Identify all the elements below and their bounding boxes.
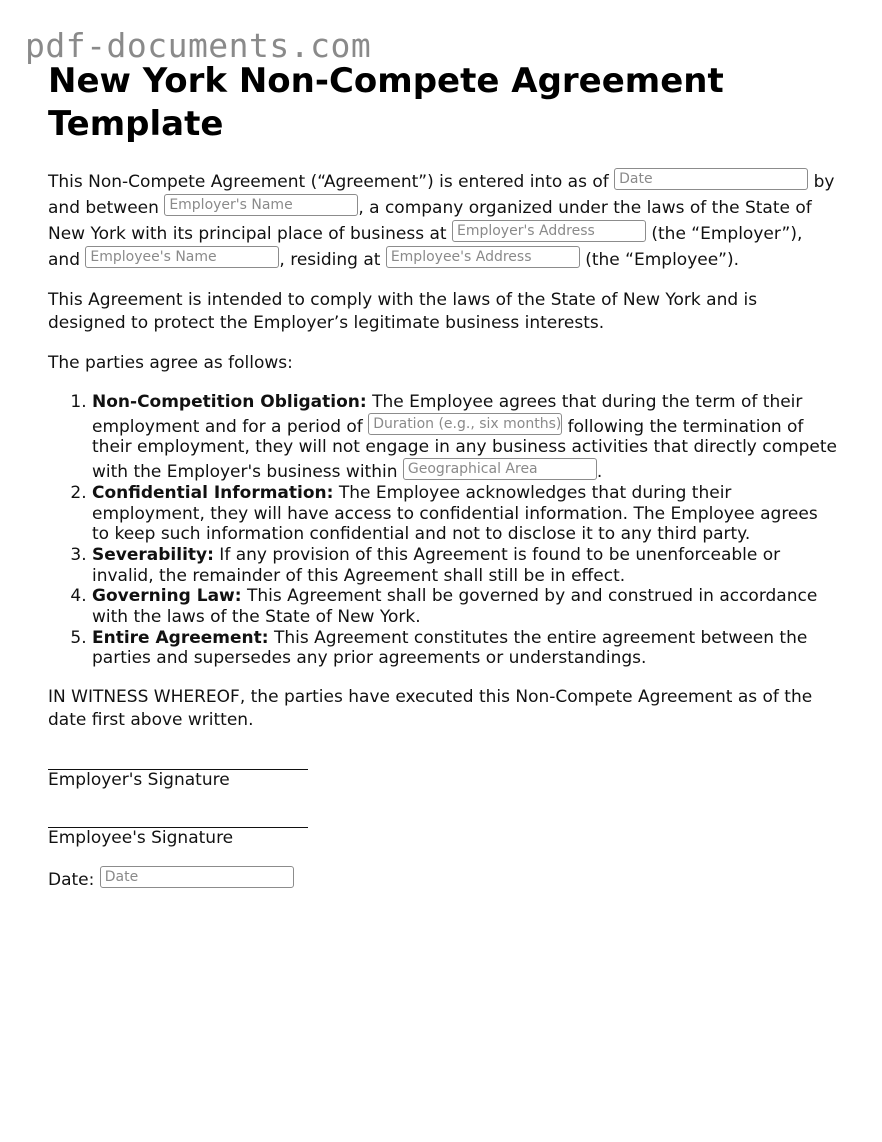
signature-date-row	[48, 866, 838, 892]
agreement-date-field[interactable]: Date	[614, 168, 808, 190]
intro-text-4: (the “Employer”), and	[48, 224, 803, 270]
signature-date-field[interactable]: Date	[100, 866, 294, 888]
document-page	[48, 60, 838, 892]
clause-text: .	[596, 462, 603, 483]
watermark: pdf-documents.com	[25, 26, 372, 65]
employee-signature-block	[48, 807, 838, 849]
intro-text-5: , residing at	[279, 250, 381, 270]
intro-text-2: by and between	[48, 172, 835, 218]
intro-text-3: , a company organized under the laws of the State of New York with its principal place of business at	[48, 198, 812, 244]
agree-intro: The parties agree as follows:	[48, 353, 293, 373]
clause-text: following the termination of their employment, they will not engage in any business activities that directly compete with the Employer's business within	[92, 416, 837, 483]
intro-text-1: This Non-Compete Agreement (“Agreement”) is entered into as of	[48, 172, 609, 192]
clause-heading: Confidential Information:	[92, 482, 334, 503]
clause-heading: Non-Competition Obligation:	[92, 392, 367, 412]
employee-signature-label: Employee's Signature	[48, 828, 234, 849]
signature-date-label: Date:	[48, 870, 95, 891]
page-title: New York Non-Compete Agreement Template	[48, 61, 724, 144]
employer-signature-label: Employer's Signature	[48, 770, 230, 791]
witness-paragraph: IN WITNESS WHEREOF, the parties have executed this Non-Compete Agreement as of the date first above written.	[48, 687, 813, 731]
clause-non-competition	[92, 392, 838, 483]
employer-signature-block	[48, 749, 838, 791]
clause-text: This Agreement constitutes the entire agreement between the parties and supersedes any prior agreements or understandings.	[92, 627, 808, 669]
clause-entire-agreement	[92, 628, 838, 669]
clause-heading: Severability:	[92, 544, 214, 565]
clause-text: The Employee acknowledges that during their employment, they will have access to confidential information. The Employee agrees to keep such information confidential and not to disclose it to any third party.	[92, 482, 818, 545]
clause-confidential-information	[92, 483, 838, 545]
duration-field[interactable]: Duration (e.g., six months)	[368, 413, 562, 435]
employee-signature-line[interactable]	[48, 807, 308, 828]
employee-address-field[interactable]: Employee's Address	[386, 246, 580, 268]
clauses-list	[48, 392, 838, 669]
compliance-paragraph: This Agreement is intended to comply with the laws of the State of New York and is designed to protect the Employer’s legitimate business interests.	[48, 290, 758, 333]
intro-text-6: (the “Employee”).	[585, 250, 740, 270]
clause-heading: Entire Agreement:	[92, 627, 269, 648]
employer-name-field[interactable]: Employer's Name	[164, 194, 358, 216]
clause-text: If any provision of this Agreement is found to be unenforceable or invalid, the remainder of this Agreement shall still be in effect.	[92, 544, 781, 586]
employee-name-field[interactable]: Employee's Name	[85, 246, 279, 268]
clause-heading: Governing Law:	[92, 586, 242, 607]
geographical-area-field[interactable]: Geographical Area	[403, 458, 597, 480]
clause-text: The Employee agrees that during the term of their employment and for a period of	[92, 392, 803, 437]
clause-severability	[92, 545, 838, 586]
clause-text: This Agreement shall be governed by and construed in accordance with the laws of the State of New York.	[92, 586, 818, 628]
employer-signature-line[interactable]	[48, 749, 308, 770]
intro-paragraph	[48, 168, 838, 272]
employer-address-field[interactable]: Employer's Address	[452, 220, 646, 242]
clause-governing-law	[92, 586, 838, 627]
